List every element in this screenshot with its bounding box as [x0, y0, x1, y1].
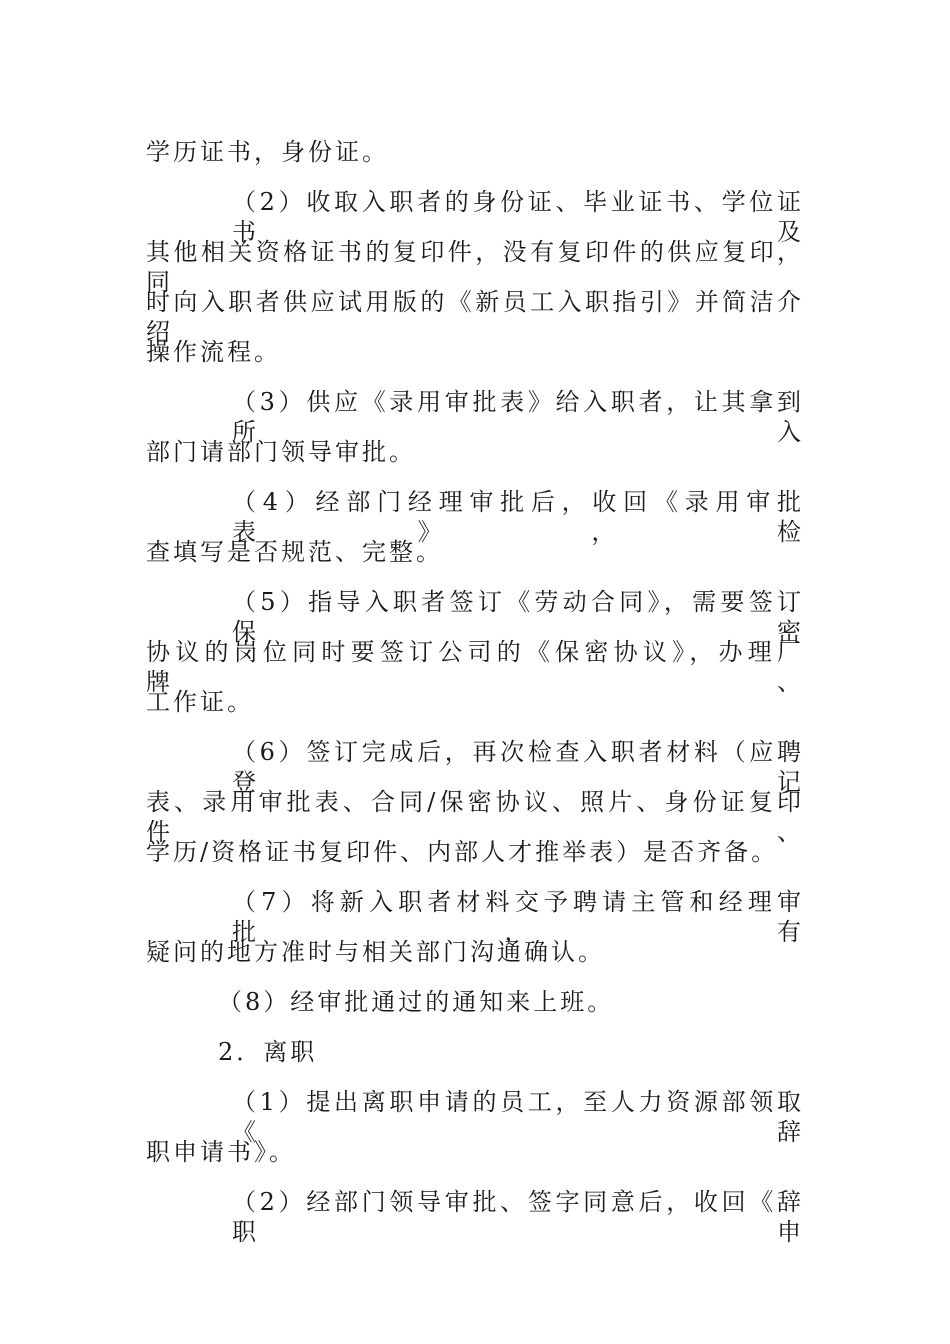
item-2-line-1: （2）收取入职者的身份证、毕业证书、学位证书及 — [232, 188, 804, 246]
item-8-line-1: （8）经审批通过的通知来上班。 — [218, 988, 615, 1016]
item-2-line-2: 其他相关资格证书的复印件，没有复印件的供应复印，同 — [146, 238, 804, 296]
item-2-line-3: 时向入职者供应试用版的《新员工入职指引》并简洁介绍 — [146, 288, 804, 346]
item-2-line-4: 操作流程。 — [146, 338, 281, 366]
resign-item-1-line-2: 职申请书》。 — [146, 1138, 296, 1166]
item-7-line-1: （7）将新入职者材料交予聘请主管和经理审批，有 — [232, 888, 804, 946]
item-5-line-3: 工作证。 — [146, 688, 254, 716]
item-3-line-1: （3）供应《录用审批表》给入职者，让其拿到所入 — [232, 388, 804, 446]
item-6-line-3: 学历/资格证书复印件、内部人才推举表）是否齐备。 — [146, 838, 779, 866]
text-line: 学历证书，身份证。 — [146, 138, 389, 166]
resign-item-1-line-1: （1）提出离职申请的员工，至人力资源部领取《辞 — [232, 1088, 804, 1146]
item-6-line-2: 表、录用审批表、合同/保密协议、照片、身份证复印件、 — [146, 788, 804, 846]
item-4-line-2: 查填写是否规范、完整。 — [146, 538, 443, 566]
section-heading-resignation: 2．离职 — [218, 1038, 318, 1066]
resign-item-2-line-1: （2）经部门领导审批、签字同意后，收回《辞职申 — [232, 1188, 804, 1246]
item-5-line-1: （5）指导入职者签订《劳动合同》，需要签订保密 — [232, 588, 804, 646]
item-6-line-1: （6）签订完成后，再次检查入职者材料（应聘登记 — [232, 738, 804, 796]
item-4-line-1: （4）经部门经理审批后，收回《录用审批表》，检 — [232, 488, 804, 546]
item-7-line-2: 疑问的地方准时与相关部门沟通确认。 — [146, 938, 605, 966]
item-5-line-2: 协议的岗位同时要签订公司的《保密协议》，办理厂牌、 — [146, 638, 804, 696]
item-3-line-2: 部门请部门领导审批。 — [146, 438, 416, 466]
